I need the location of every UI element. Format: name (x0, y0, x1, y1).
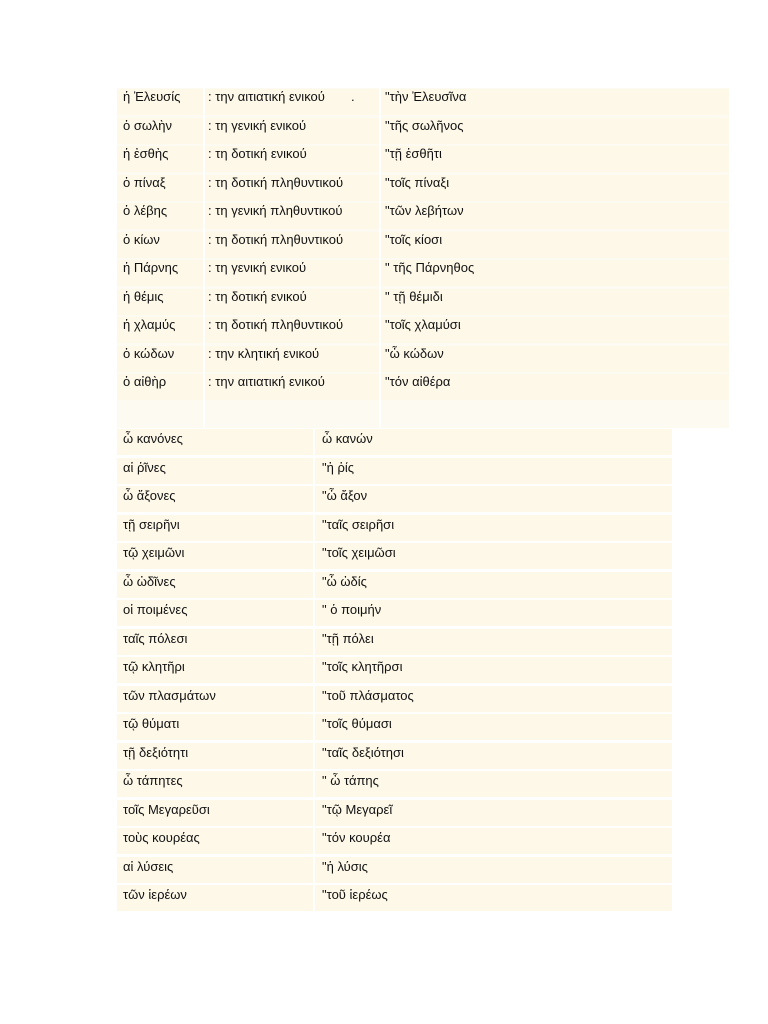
answer-form-cell: "ταῖς δεξιότησι (322, 744, 404, 760)
table-row (117, 145, 729, 173)
answer-form-cell: "τόν κουρέα (322, 830, 391, 845)
table-row (117, 117, 729, 145)
noun-cell: ὁ πίναξ (123, 174, 166, 190)
given-form-cell: τοὺς κουρέας (123, 830, 200, 845)
given-form-cell: αἱ λύσεις (123, 858, 174, 874)
table-row (117, 288, 729, 316)
table-row (117, 259, 729, 287)
given-form-cell: τῷ κλητῆρι (123, 659, 185, 674)
form-cell: " τῆς Πάρνηθος (385, 260, 475, 275)
form-cell: "ὦ κώδων (385, 345, 444, 361)
table-row (117, 373, 729, 401)
table-row (117, 799, 672, 826)
answer-form-cell: "τοῖς θύμασι (322, 716, 392, 731)
table-row (117, 514, 672, 541)
case-cell: : την αιτιατική ενικού (208, 374, 325, 389)
given-form-cell: τῷ χειμῶνι (123, 545, 185, 560)
answer-form-cell: "ἡ ῥίς (322, 459, 355, 475)
form-cell: "τοῖς χλαμύσι (385, 317, 461, 332)
form-cell: "τοῖς πίναξι (385, 174, 450, 190)
answer-form-cell: ὦ κανών (322, 431, 373, 446)
answer-form-cell: "ὦ ἄξον (322, 488, 368, 503)
table-row (117, 202, 729, 230)
noun-cell: ἡ θέμις (123, 288, 164, 304)
form-cell: " τῇ θέμιδι (385, 288, 443, 304)
form-cell: "τῆς σωλῆνος (385, 117, 464, 133)
table-row (117, 457, 672, 484)
case-cell: : τη γενική ενικού (208, 260, 307, 275)
form-cell: "τὴν Ἐλευσῖνα (385, 89, 467, 104)
given-form-cell: ὦ ὠδῖνες (123, 573, 176, 589)
given-form-cell: τῷ θύματι (123, 716, 180, 731)
case-cell: : τη γενική πληθυντικού (208, 203, 343, 218)
given-form-cell: αἱ ῥῖνες (123, 459, 166, 475)
answer-form-cell: "ἡ λύσις (322, 858, 368, 874)
table-row (117, 316, 729, 344)
form-cell: "τῶν λεβήτων (385, 203, 464, 218)
answer-form-cell: "τῇ πόλει (322, 630, 374, 646)
answer-form-cell: " ὦ τάπης (322, 773, 379, 788)
stray-dot: . (351, 89, 355, 104)
given-form-cell: ὦ κανόνες (123, 431, 183, 446)
reverse-form-table (117, 428, 672, 914)
table-row (117, 628, 672, 655)
answer-form-cell: "ὦ ὠδίς (322, 573, 367, 589)
noun-cell: ἡ χλαμύς (123, 317, 176, 332)
table-row (117, 174, 729, 202)
table-row (117, 742, 672, 769)
table-row (117, 542, 672, 569)
given-form-cell: τῶν ἱερέων (123, 887, 187, 902)
table-row (117, 485, 672, 512)
case-cell: : τη δοτική ενικού (208, 288, 307, 304)
table-row (117, 685, 672, 712)
answer-form-cell: "τῷ Μεγαρεῖ (322, 801, 393, 817)
case-cell: : τη γενική ενικού (208, 117, 307, 133)
noun-cell: ἡ ἐσθὴς (123, 146, 169, 161)
table-row (117, 770, 672, 797)
noun-cell: ὁ αἰθὴρ (123, 374, 167, 389)
noun-cell: ἡ Πάρνης (123, 260, 179, 275)
table-row (117, 856, 672, 883)
table-row (117, 656, 672, 683)
given-form-cell: ὦ ἄξονες (123, 488, 176, 503)
noun-cell: ἡ Ἐλευσίς (123, 89, 181, 104)
case-cell: : τη δοτική πληθυντικού (208, 231, 344, 247)
table-row (117, 884, 672, 911)
case-cell: : τη δοτική πληθυντικού (208, 317, 344, 332)
case-cell: : τη δοτική πληθυντικού (208, 174, 344, 190)
case-exercise-table (117, 88, 729, 428)
given-form-cell: ταῖς πόλεσι (123, 630, 188, 646)
table-row (117, 599, 672, 626)
answer-form-cell: "τοῦ ἱερέως (322, 887, 388, 902)
given-form-cell: οἱ ποιμένες (123, 602, 188, 617)
noun-cell: ὁ κώδων (123, 345, 175, 361)
form-cell: "τόν αἰθέρα (385, 374, 451, 389)
given-form-cell: ὦ τάπητες (123, 773, 183, 788)
answer-form-cell: "τοῖς χειμῶσι (322, 545, 396, 560)
answer-form-cell: "τοῖς κλητῆρσι (322, 659, 403, 674)
case-cell: : τη δοτική ενικού (208, 146, 307, 161)
given-form-cell: τοῖς Μεγαρεῦσι (123, 801, 210, 817)
answer-form-cell: " ὁ ποιμήν (322, 602, 382, 617)
answer-form-cell: "τοῦ πλάσματος (322, 687, 414, 703)
given-form-cell: τῇ δεξιότητι (123, 744, 189, 760)
given-form-cell: τῇ σειρῆνι (123, 516, 180, 532)
noun-cell: ὁ σωλὴν (123, 117, 172, 133)
form-cell: "τοῖς κίοσι (385, 231, 443, 247)
given-form-cell: τῶν πλασμάτων (123, 687, 216, 703)
table-row (117, 345, 729, 373)
table-row (117, 88, 729, 116)
table-row (117, 571, 672, 598)
table-row (117, 231, 729, 259)
table-row (117, 713, 672, 740)
case-cell: : την κλητική ενικού (208, 345, 320, 361)
case-cell: : την αιτιατική ενικού (208, 89, 325, 104)
noun-cell: ὁ κίων (123, 231, 160, 247)
table-row (117, 827, 672, 854)
answer-form-cell: "ταῖς σειρῆσι (322, 516, 395, 532)
form-cell: "τῇ ἐσθῆτι (385, 146, 442, 161)
noun-cell: ὁ λέβης (123, 203, 168, 218)
table-row (117, 428, 672, 455)
